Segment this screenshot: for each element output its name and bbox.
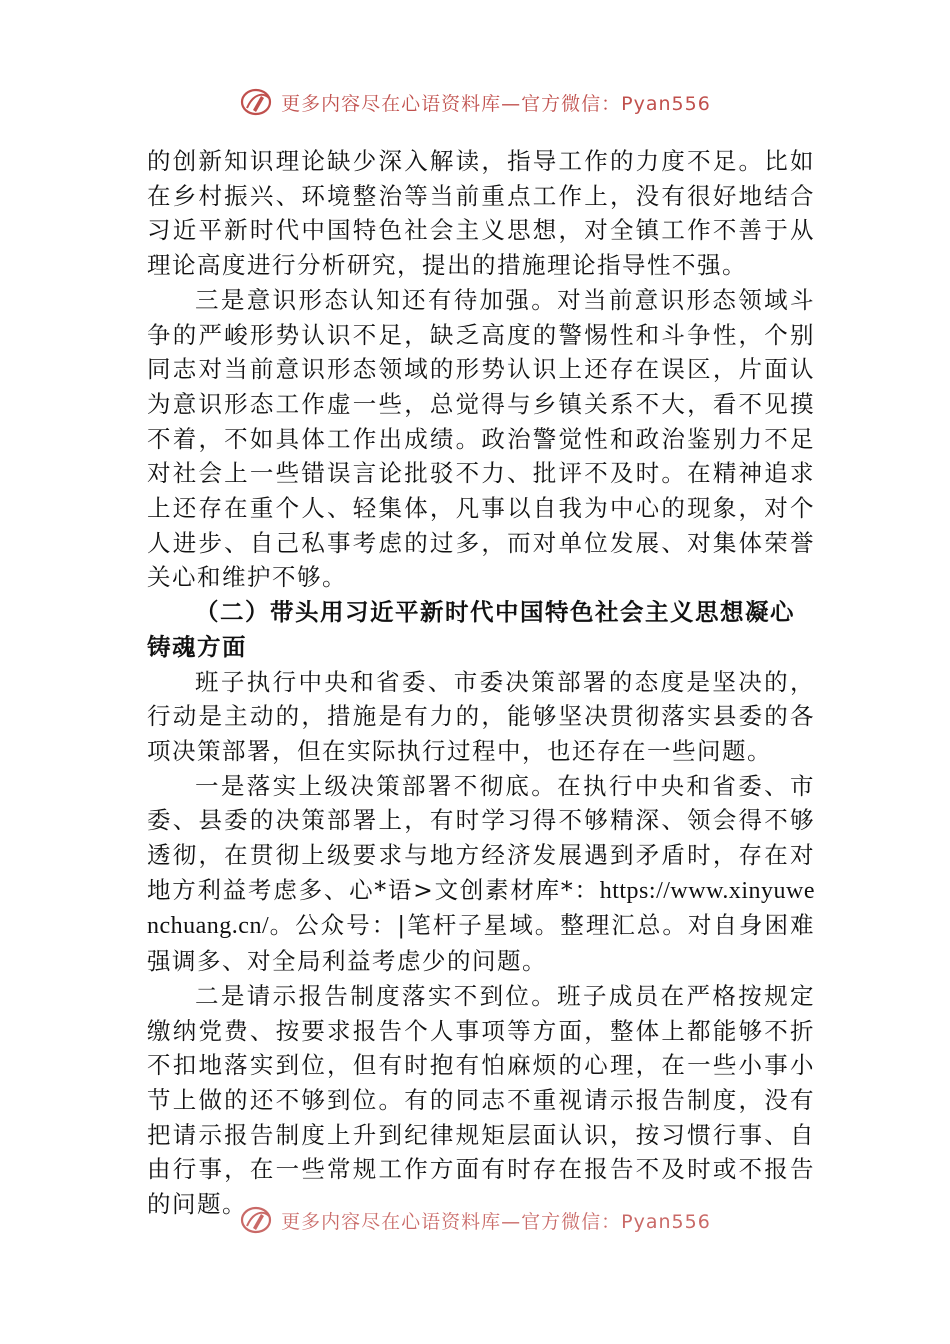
footer-watermark: [0, 1200, 950, 1240]
document-body: [147, 144, 815, 1222]
source-url: https://www.xinyuwenchuang.cn/: [147, 877, 815, 940]
paragraph-5: 二是请示报告制度落实不到位。班子成员在严格按规定缴纳党费、按要求报告个人事项等方面，整体上都能够不折不扣地落实到位，但有时抱有怕麻烦的心理，在一些小事小节上做的还不够到位。有的同志不重视请示报告制度，没有把请示报告制度上升到纪律规矩层面认识，按习惯行事、自由行事，在一些常规工作方面有时存在报告不及时或不报告的问题。: [147, 981, 815, 1219]
paragraph-3: 班子执行中央和省委、市委决策部署的态度是坚决的，行动是主动的，措施是有力的，能够坚决贯彻落实县委的各项决策部署，但在实际执行过程中，也还存在一些问题。: [147, 667, 815, 765]
paragraph-4: [147, 769, 815, 979]
pen-swirl-logo-icon: [239, 1204, 275, 1236]
section-heading-2: （二）带头用习近平新时代中国特色社会主义思想凝心铸魂方面: [147, 598, 795, 661]
footer-watermark-text: 更多内容尽在心语资料库—官方微信：Pyan556: [281, 1210, 711, 1233]
paragraph-4-text-after: 。公众号：|笔杆子星域。整理汇总。对自身困难强调多、对全局利益考虑少的问题。: [147, 911, 815, 976]
paragraph-2: 三是意识形态认知还有待加强。对当前意识形态领域斗争的严峻形势认识不足，缺乏高度的警惕性和斗争性，个别同志对当前意识形态领域的形势认识上还存在误区，片面认为意识形态工作虚一些，总觉得与乡镇关系不大，看不见摸不着，不如具体工作出成绩。政治警觉性和政治鉴别力不足对社会上一些错误言论批驳不力、批评不及时。在精神追求上还存在重个人、轻集体，凡事以自我为中心的现象，对个人进步、自己私事考虑的过多，而对单位发展、对集体荣誉关心和维护不够。: [147, 285, 815, 592]
pen-swirl-logo-icon: [239, 86, 275, 118]
paragraph-1: 的创新知识理论缺少深入解读，指导工作的力度不足。比如在乡村振兴、环境整治等当前重点工作上，没有很好地结合习近平新时代中国特色社会主义思想，对全镇工作不善于从理论高度进行分析研究，提出的措施理论指导性不强。: [147, 147, 815, 280]
header-watermark: [0, 82, 950, 122]
paragraph-4-text-before: 一是落实上级决策部署不彻底。在执行中央和省委、市委、县委的决策部署上，有时学习得不够精深、领会得不够透彻，在贯彻上级要求与地方经济发展遇到矛盾时，存在对地方利益考虑多、心*语>文创素材库*：: [147, 771, 815, 904]
header-watermark-text: 更多内容尽在心语资料库—官方微信：Pyan556: [281, 92, 711, 115]
